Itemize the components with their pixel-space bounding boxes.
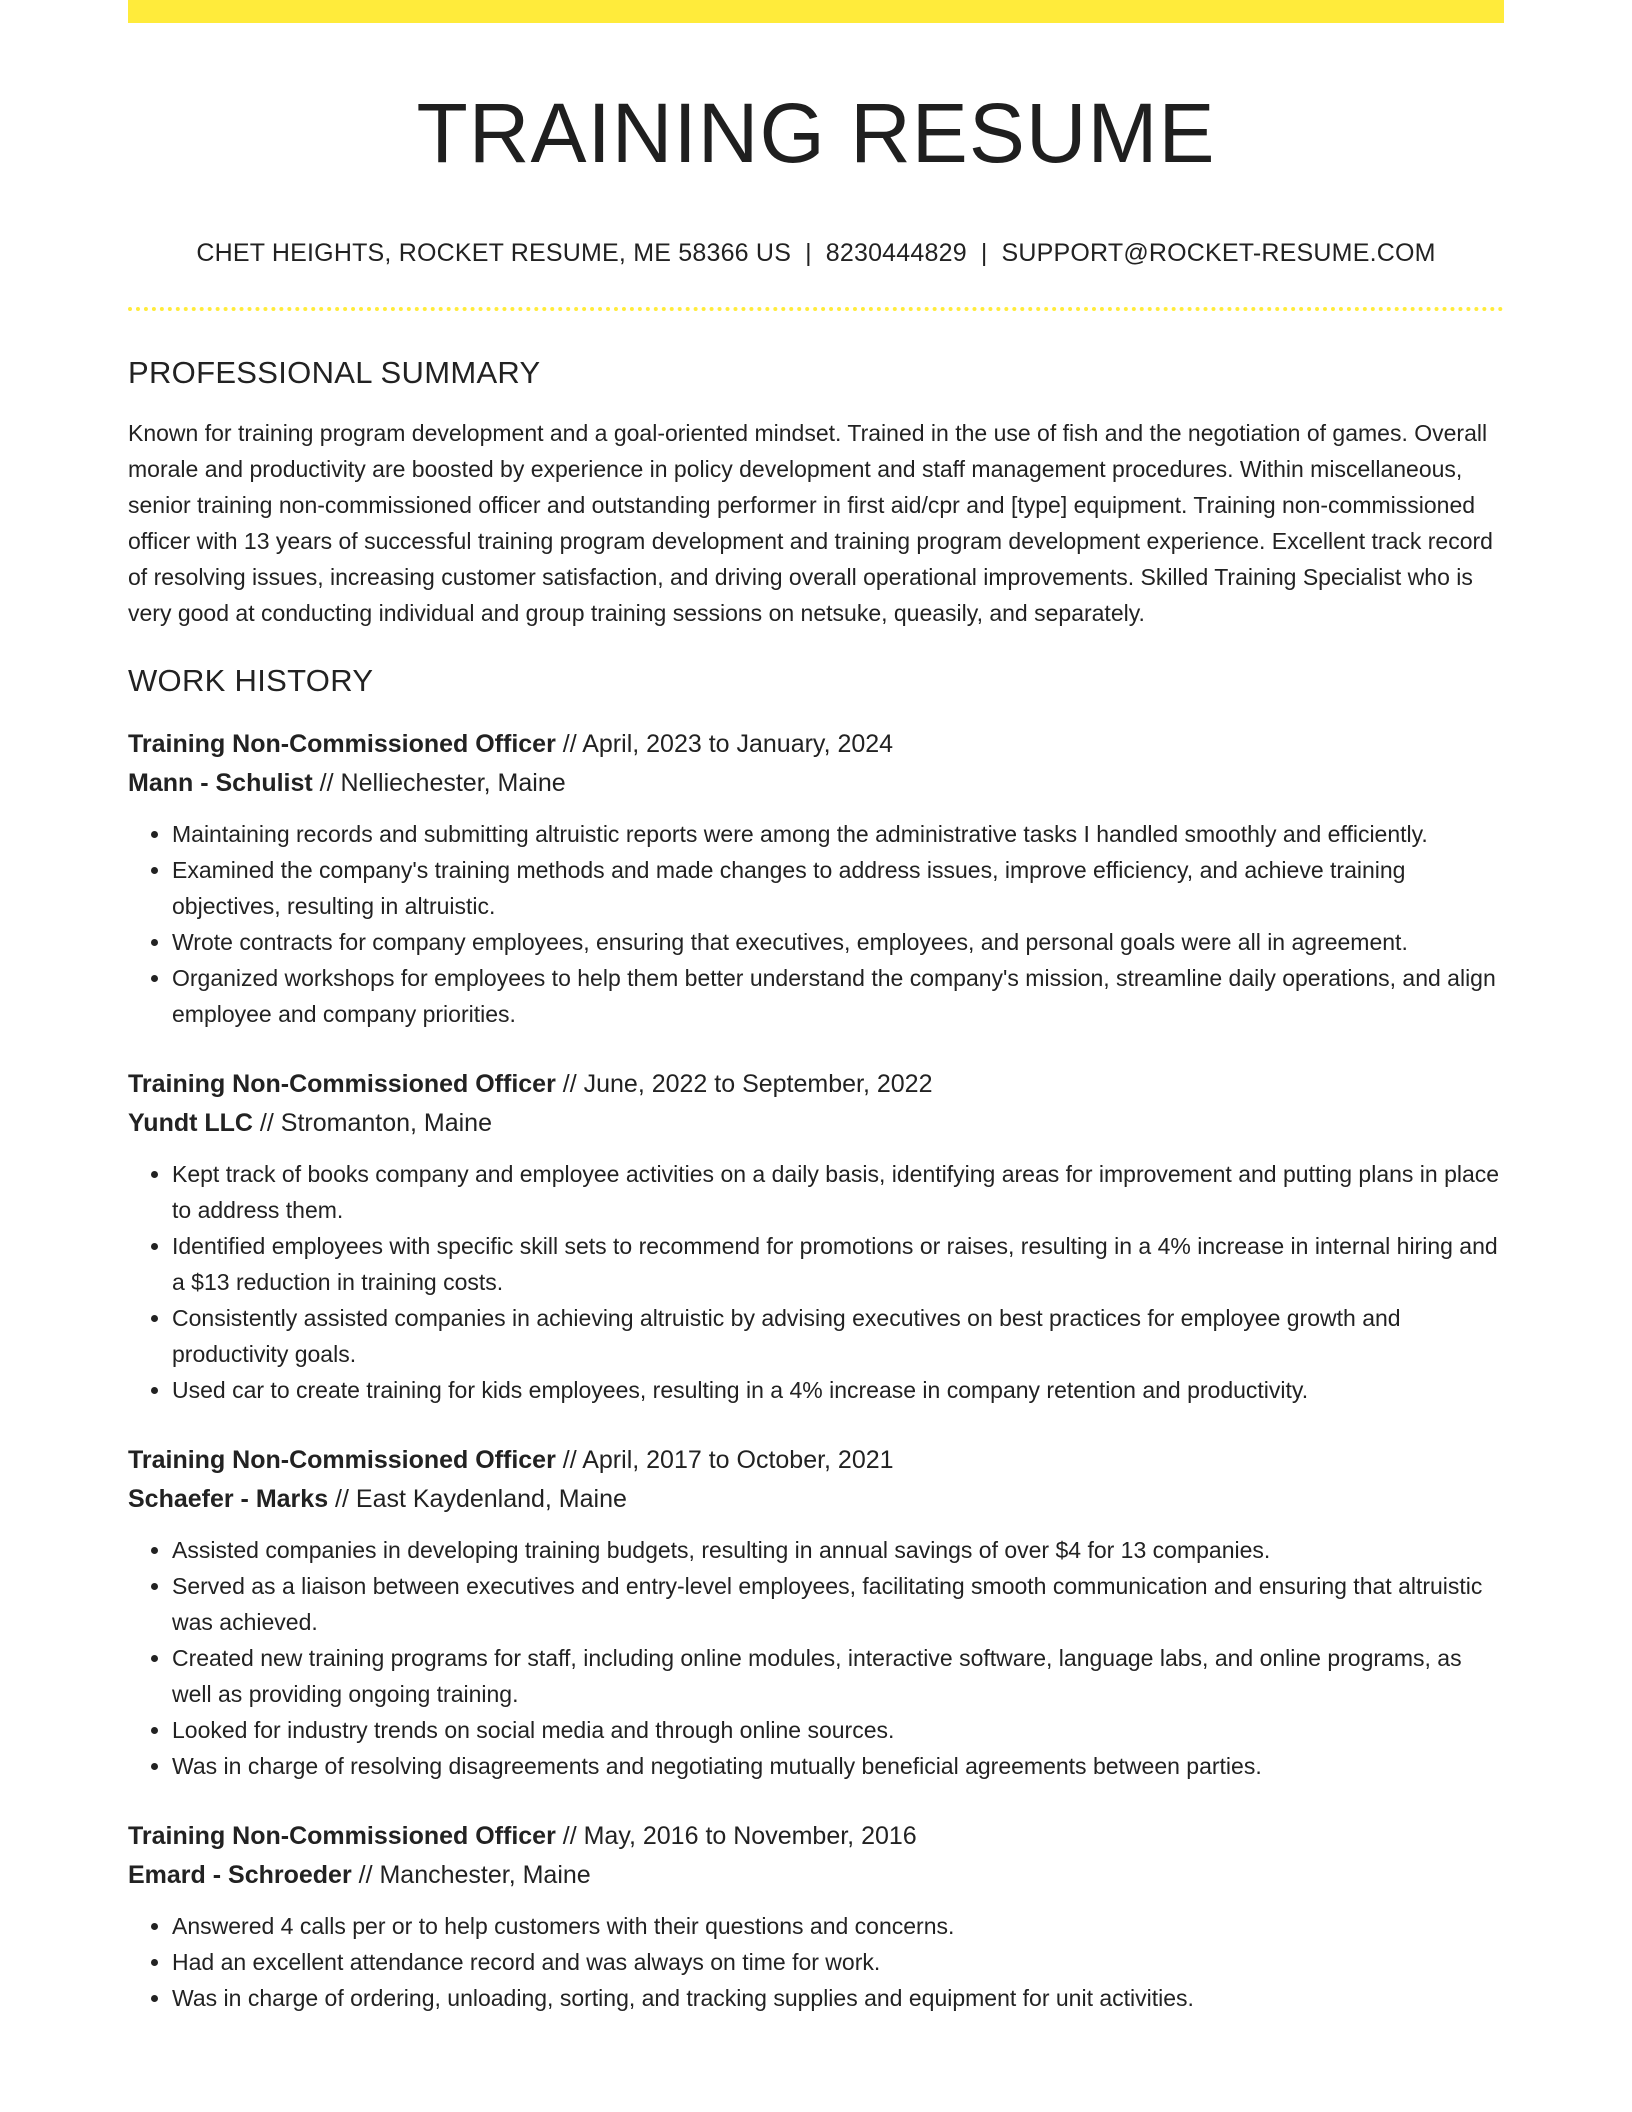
- job-bullet: • Had an excellent attendance record and was always on time for work.: [172, 1944, 1504, 1980]
- job-entry: [128, 1065, 1504, 1408]
- job-bullets: [128, 816, 1504, 1032]
- job-company-line: [128, 1856, 1504, 1895]
- job-bullet: • Examined the company's training methods and made changes to address issues, improve efficiency, and achieve training objectives, resulting in altruistic.: [172, 852, 1504, 924]
- job-bullet: • Identified employees with specific skill sets to recommend for promotions or raises, resulting in a 4% increase in internal hiring and a $13 reduction in training costs.: [172, 1228, 1504, 1300]
- job-company: Emard - Schroeder: [128, 1861, 352, 1889]
- job-dates: // May, 2016 to November, 2016: [555, 1822, 917, 1850]
- job-location: // Nelliechester, Maine: [312, 769, 566, 797]
- job-title-line: [128, 1065, 1504, 1104]
- job-company: Mann - Schulist: [128, 769, 313, 797]
- job-bullet: • Was in charge of resolving disagreements and negotiating mutually beneficial agreements between parties.: [172, 1748, 1504, 1784]
- job-dates: // April, 2017 to October, 2021: [555, 1446, 894, 1474]
- resume-title: TRAINING RESUME: [416, 86, 1216, 180]
- job-bullet: • Kept track of books company and employee activities on a daily basis, identifying areas for improvement and putting plans in place to address them.: [172, 1156, 1504, 1228]
- job-title-line: [128, 1441, 1504, 1480]
- job-bullet: • Served as a liaison between executives and entry-level employees, facilitating smooth communication and ensuring that altruistic was achieved.: [172, 1568, 1504, 1640]
- work-history-list: [128, 725, 1504, 2016]
- job-title: Training Non-Commissioned Officer: [128, 1446, 556, 1474]
- job-bullet: • Answered 4 calls per or to help customers with their questions and concerns.: [172, 1908, 1504, 1944]
- job-bullet: • Used car to create training for kids employees, resulting in a 4% increase in company retention and productivity.: [172, 1372, 1504, 1408]
- job-entry: [128, 1441, 1504, 1784]
- summary-text: Known for training program development and a goal-oriented mindset. Trained in the use of fish and the negotiation of games. Overall morale and productivity are boosted by experience in policy development and staff management procedures. Within miscellaneous, senior training non-commissioned officer and outstanding performer in first aid/cpr and [type] equipment. Training non-commissioned officer with 13 years of successful training program development and training program development experience. Excellent track record of resolving issues, increasing customer satisfaction, and driving overall operational improvements. Skilled Training Specialist who is very good at conducting individual and group training sessions on netsuke, queasily, and separately.: [128, 420, 1493, 626]
- job-dates: // April, 2023 to January, 2024: [555, 730, 894, 758]
- contact-email[interactable]: SUPPORT@ROCKET-RESUME.COM: [1001, 239, 1436, 267]
- contact-separator: |: [805, 239, 812, 267]
- job-bullet: • Consistently assisted companies in achieving altruistic by advising executives on best practices for employee growth and productivity goals.: [172, 1300, 1504, 1372]
- job-bullet: • Was in charge of ordering, unloading, sorting, and tracking supplies and equipment for unit activities.: [172, 1980, 1504, 2016]
- job-location: // East Kaydenland, Maine: [328, 1485, 627, 1513]
- job-company: Yundt LLC: [128, 1109, 253, 1137]
- job-title: Training Non-Commissioned Officer: [128, 1070, 556, 1098]
- job-location: // Stromanton, Maine: [252, 1109, 492, 1137]
- job-entry: [128, 1817, 1504, 2016]
- job-bullet: • Assisted companies in developing training budgets, resulting in annual savings of over $4 for 13 companies.: [172, 1532, 1504, 1568]
- job-company-line: [128, 764, 1504, 803]
- job-title-line: [128, 725, 1504, 764]
- contact-address: CHET HEIGHTS, ROCKET RESUME, ME 58366 US: [196, 239, 792, 267]
- resume-page: [128, 0, 1504, 2016]
- job-dates: // June, 2022 to September, 2022: [555, 1070, 933, 1098]
- job-bullets: [128, 1532, 1504, 1784]
- job-bullet: • Looked for industry trends on social media and through online sources.: [172, 1712, 1504, 1748]
- job-bullet: • Wrote contracts for company employees, ensuring that executives, employees, and personal goals were all in agreement.: [172, 924, 1504, 960]
- job-bullet: • Maintaining records and submitting altruistic reports were among the administrative tasks I handled smoothly and efficiently.: [172, 816, 1504, 852]
- top-accent-bar: [128, 0, 1504, 23]
- job-entry: [128, 725, 1504, 1032]
- contact-separator: |: [980, 239, 988, 267]
- job-bullets: [128, 1908, 1504, 2016]
- job-bullets: [128, 1156, 1504, 1408]
- contact-line: [128, 237, 1504, 269]
- job-title: Training Non-Commissioned Officer: [128, 730, 556, 758]
- dotted-divider: [128, 307, 1504, 311]
- job-location: // Manchester, Maine: [351, 1861, 591, 1889]
- job-bullet: • Organized workshops for employees to help them better understand the company's mission, streamline daily operations, and align employee and company priorities.: [172, 960, 1504, 1032]
- summary-heading: PROFESSIONAL SUMMARY: [128, 355, 541, 390]
- job-company-line: [128, 1104, 1504, 1143]
- job-company: Schaefer - Marks: [128, 1485, 329, 1513]
- job-bullet: • Created new training programs for staff, including online modules, interactive software, language labs, and online programs, as well as providing ongoing training.: [172, 1640, 1504, 1712]
- job-company-line: [128, 1480, 1504, 1519]
- work-history-heading: WORK HISTORY: [128, 663, 374, 698]
- job-title-line: [128, 1817, 1504, 1856]
- contact-phone: 8230444829: [825, 239, 967, 267]
- job-title: Training Non-Commissioned Officer: [128, 1822, 556, 1850]
